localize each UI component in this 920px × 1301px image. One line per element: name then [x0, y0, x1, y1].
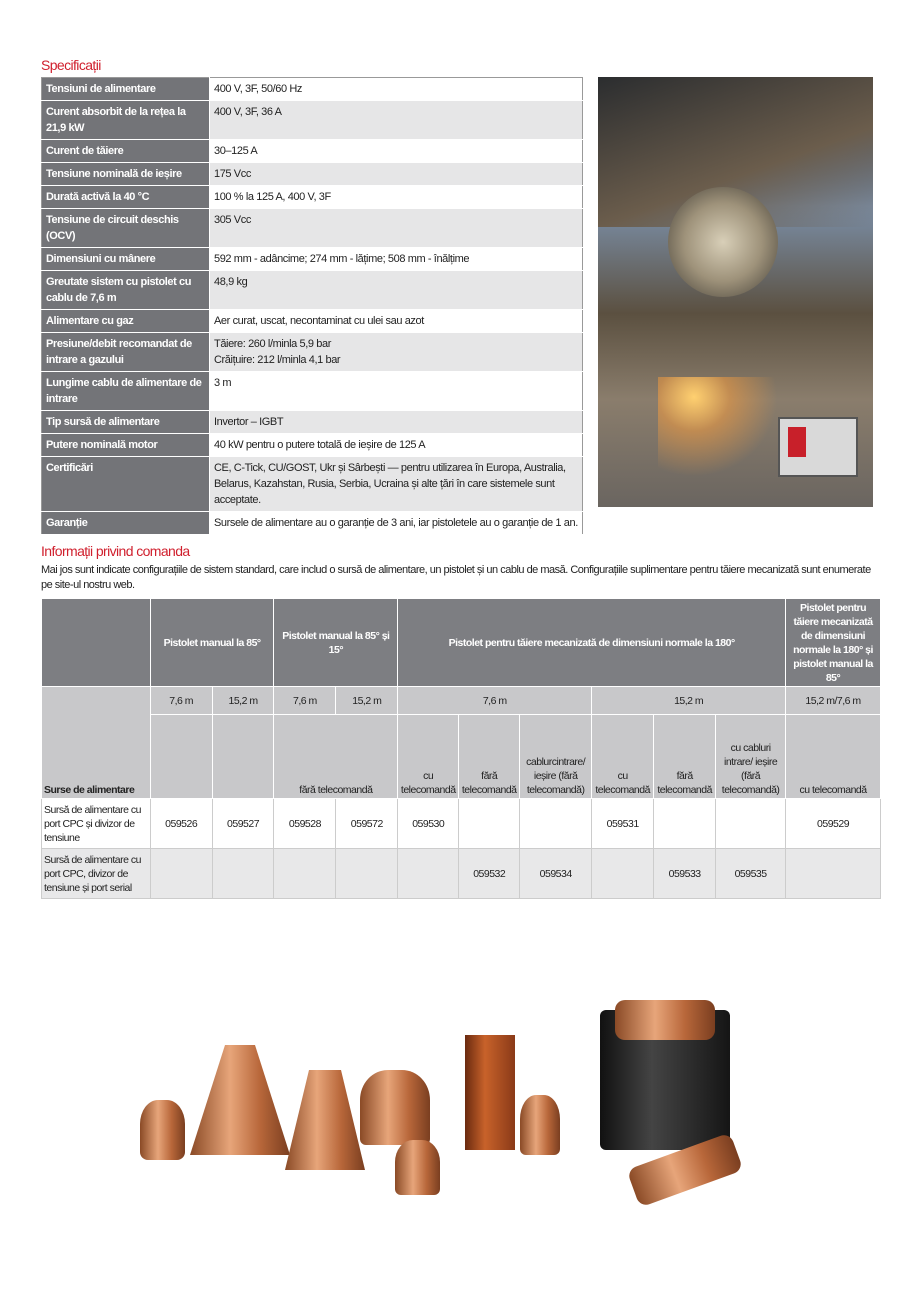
part-number-cell [520, 799, 592, 849]
order-table [41, 598, 881, 899]
length-cell: 15,2 m [336, 687, 398, 715]
spec-row [42, 140, 583, 163]
part-number-cell [716, 799, 786, 849]
part-number-cell [398, 849, 459, 899]
spec-row [42, 78, 583, 101]
spec-value: 400 V, 3F, 50/60 Hz [210, 78, 583, 101]
part-number-cell [459, 799, 520, 849]
sub-cell: cablurcintrare/ ieșire (fără telecomandă) [520, 715, 592, 799]
spec-value: 3 m [210, 372, 583, 411]
spec-value: 30–125 A [210, 140, 583, 163]
spec-value: 40 kW pentru o putere totală de ieșire de 125 A [210, 434, 583, 457]
spec-label: Presiune/debit recomandat de intrare a gazului [42, 333, 210, 372]
part-number-cell: 059533 [654, 849, 716, 899]
table-row [42, 849, 881, 899]
length-cell: 7,6 m [398, 687, 592, 715]
part-number-cell: 059526 [150, 799, 212, 849]
spec-row [42, 186, 583, 209]
spec-label: Lungime cablu de alimentare de intrare [42, 372, 210, 411]
order-title: Informații privind comanda [41, 543, 190, 559]
part-number-cell: 059535 [716, 849, 786, 899]
spec-label: Tensiune nominală de ieșire [42, 163, 210, 186]
spec-row [42, 434, 583, 457]
spec-label: Tensiuni de alimentare [42, 78, 210, 101]
group-header: Pistolet pentru tăiere mecanizată de dimensiuni normale la 180° și pistolet manual la 85° [786, 599, 881, 687]
spec-row [42, 411, 583, 434]
sub-cell: fără telecomandă [459, 715, 520, 799]
order-intro: Mai jos sunt indicate configurațiile de sistem standard, care includ o sursă de alimentare, un pistolet și un cablu de masă. Configurațiile suplimentare pentru tăiere mecanizată sunt enumerate pe site-ul nostru web. [41, 564, 871, 591]
part-number-cell: 059530 [398, 799, 459, 849]
spec-label: Garanție [42, 512, 210, 535]
consumables-photo [130, 1010, 790, 1210]
sub-cell: cu telecomandă [398, 715, 459, 799]
spec-row [42, 333, 583, 372]
row-label: Sursă de alimentare cu port CPC, divizor de tensiune și port serial [42, 849, 151, 899]
part-number-cell: 059529 [786, 799, 881, 849]
part-number-cell [274, 849, 336, 899]
spec-row [42, 271, 583, 310]
spec-label: Curent absorbit de la rețea la 21,9 kW [42, 101, 210, 140]
row-label: Sursă de alimentare cu port CPC și divizor de tensiune [42, 799, 151, 849]
spec-value: Sursele de alimentare au o garanție de 3 ani, iar pistoletele au o garanție de 1 an. [210, 512, 583, 535]
length-cell: 15,2 m [212, 687, 274, 715]
part-number-cell: 059528 [274, 799, 336, 849]
group-header: Pistolet manual la 85° [150, 599, 274, 687]
part-number-cell [592, 849, 654, 899]
part-number-cell [786, 849, 881, 899]
part-number-cell: 059527 [212, 799, 274, 849]
spec-row [42, 372, 583, 411]
spec-row [42, 163, 583, 186]
spec-label: Curent de tăiere [42, 140, 210, 163]
part-number-cell: 059572 [336, 799, 398, 849]
spec-row [42, 310, 583, 333]
part-number-cell [654, 799, 716, 849]
spec-row [42, 248, 583, 271]
sub-cell: cu telecomandă [592, 715, 654, 799]
group-header: Pistolet manual la 85° și 15° [274, 599, 398, 687]
spec-label: Tensiune de circuit deschis (OCV) [42, 209, 210, 248]
spec-label: Tip sursă de alimentare [42, 411, 210, 434]
length-cell: 15,2 m [592, 687, 786, 715]
spec-value: 175 Vcc [210, 163, 583, 186]
spec-value: 400 V, 3F, 36 A [210, 101, 583, 140]
spec-row [42, 457, 583, 512]
part-number-cell [336, 849, 398, 899]
length-cell: 7,6 m [274, 687, 336, 715]
part-number-cell [150, 849, 212, 899]
length-cell: 15,2 m/7,6 m [786, 687, 881, 715]
length-cell: 7,6 m [150, 687, 212, 715]
sub-cell: fără telecomandă [654, 715, 716, 799]
spec-value: 100 % la 125 A, 400 V, 3F [210, 186, 583, 209]
welding-photo [598, 77, 873, 507]
table-row [42, 799, 881, 849]
spec-row [42, 209, 583, 248]
sub-cell: fără telecomandă [274, 715, 398, 799]
spec-value: 48,9 kg [210, 271, 583, 310]
spec-label: Dimensiuni cu mânere [42, 248, 210, 271]
spec-row [42, 101, 583, 140]
spec-value: 592 mm - adâncime; 274 mm - lățime; 508 mm - înălțime [210, 248, 583, 271]
spec-table [41, 77, 583, 535]
spec-label: Greutate sistem cu pistolet cu cablu de 7,6 m [42, 271, 210, 310]
sub-cell: cu telecomandă [786, 715, 881, 799]
part-number-cell: 059532 [459, 849, 520, 899]
part-number-cell: 059534 [520, 849, 592, 899]
spec-label: Putere nominală motor [42, 434, 210, 457]
corner-cell [42, 599, 151, 687]
row-header: Surse de alimentare [42, 687, 151, 799]
spec-value: 305 Vcc [210, 209, 583, 248]
spec-label: Certificări [42, 457, 210, 512]
spec-value: Invertor – IGBT [210, 411, 583, 434]
sub-cell: cu cabluri intrare/ ieșire (fără telecomandă) [716, 715, 786, 799]
spec-title: Specificații [41, 57, 101, 73]
spec-label: Alimentare cu gaz [42, 310, 210, 333]
spec-row [42, 512, 583, 535]
group-header: Pistolet pentru tăiere mecanizată de dimensiuni normale la 180° [398, 599, 786, 687]
spec-label: Durată activă la 40 °C [42, 186, 210, 209]
spec-value: Tăiere: 260 l/minla 5,9 bar Crăițuire: 212 l/minla 4,1 bar [210, 333, 583, 372]
spec-value: CE, C-Tick, CU/GOST, Ukr și Sârbești — pentru utilizarea în Europa, Australia, Belarus, Kazahstan, Rusia, Serbia, Ucraina și alte țări în care sistemele sunt acceptate. [210, 457, 583, 512]
part-number-cell: 059531 [592, 799, 654, 849]
spec-value: Aer curat, uscat, necontaminat cu ulei sau azot [210, 310, 583, 333]
part-number-cell [212, 849, 274, 899]
